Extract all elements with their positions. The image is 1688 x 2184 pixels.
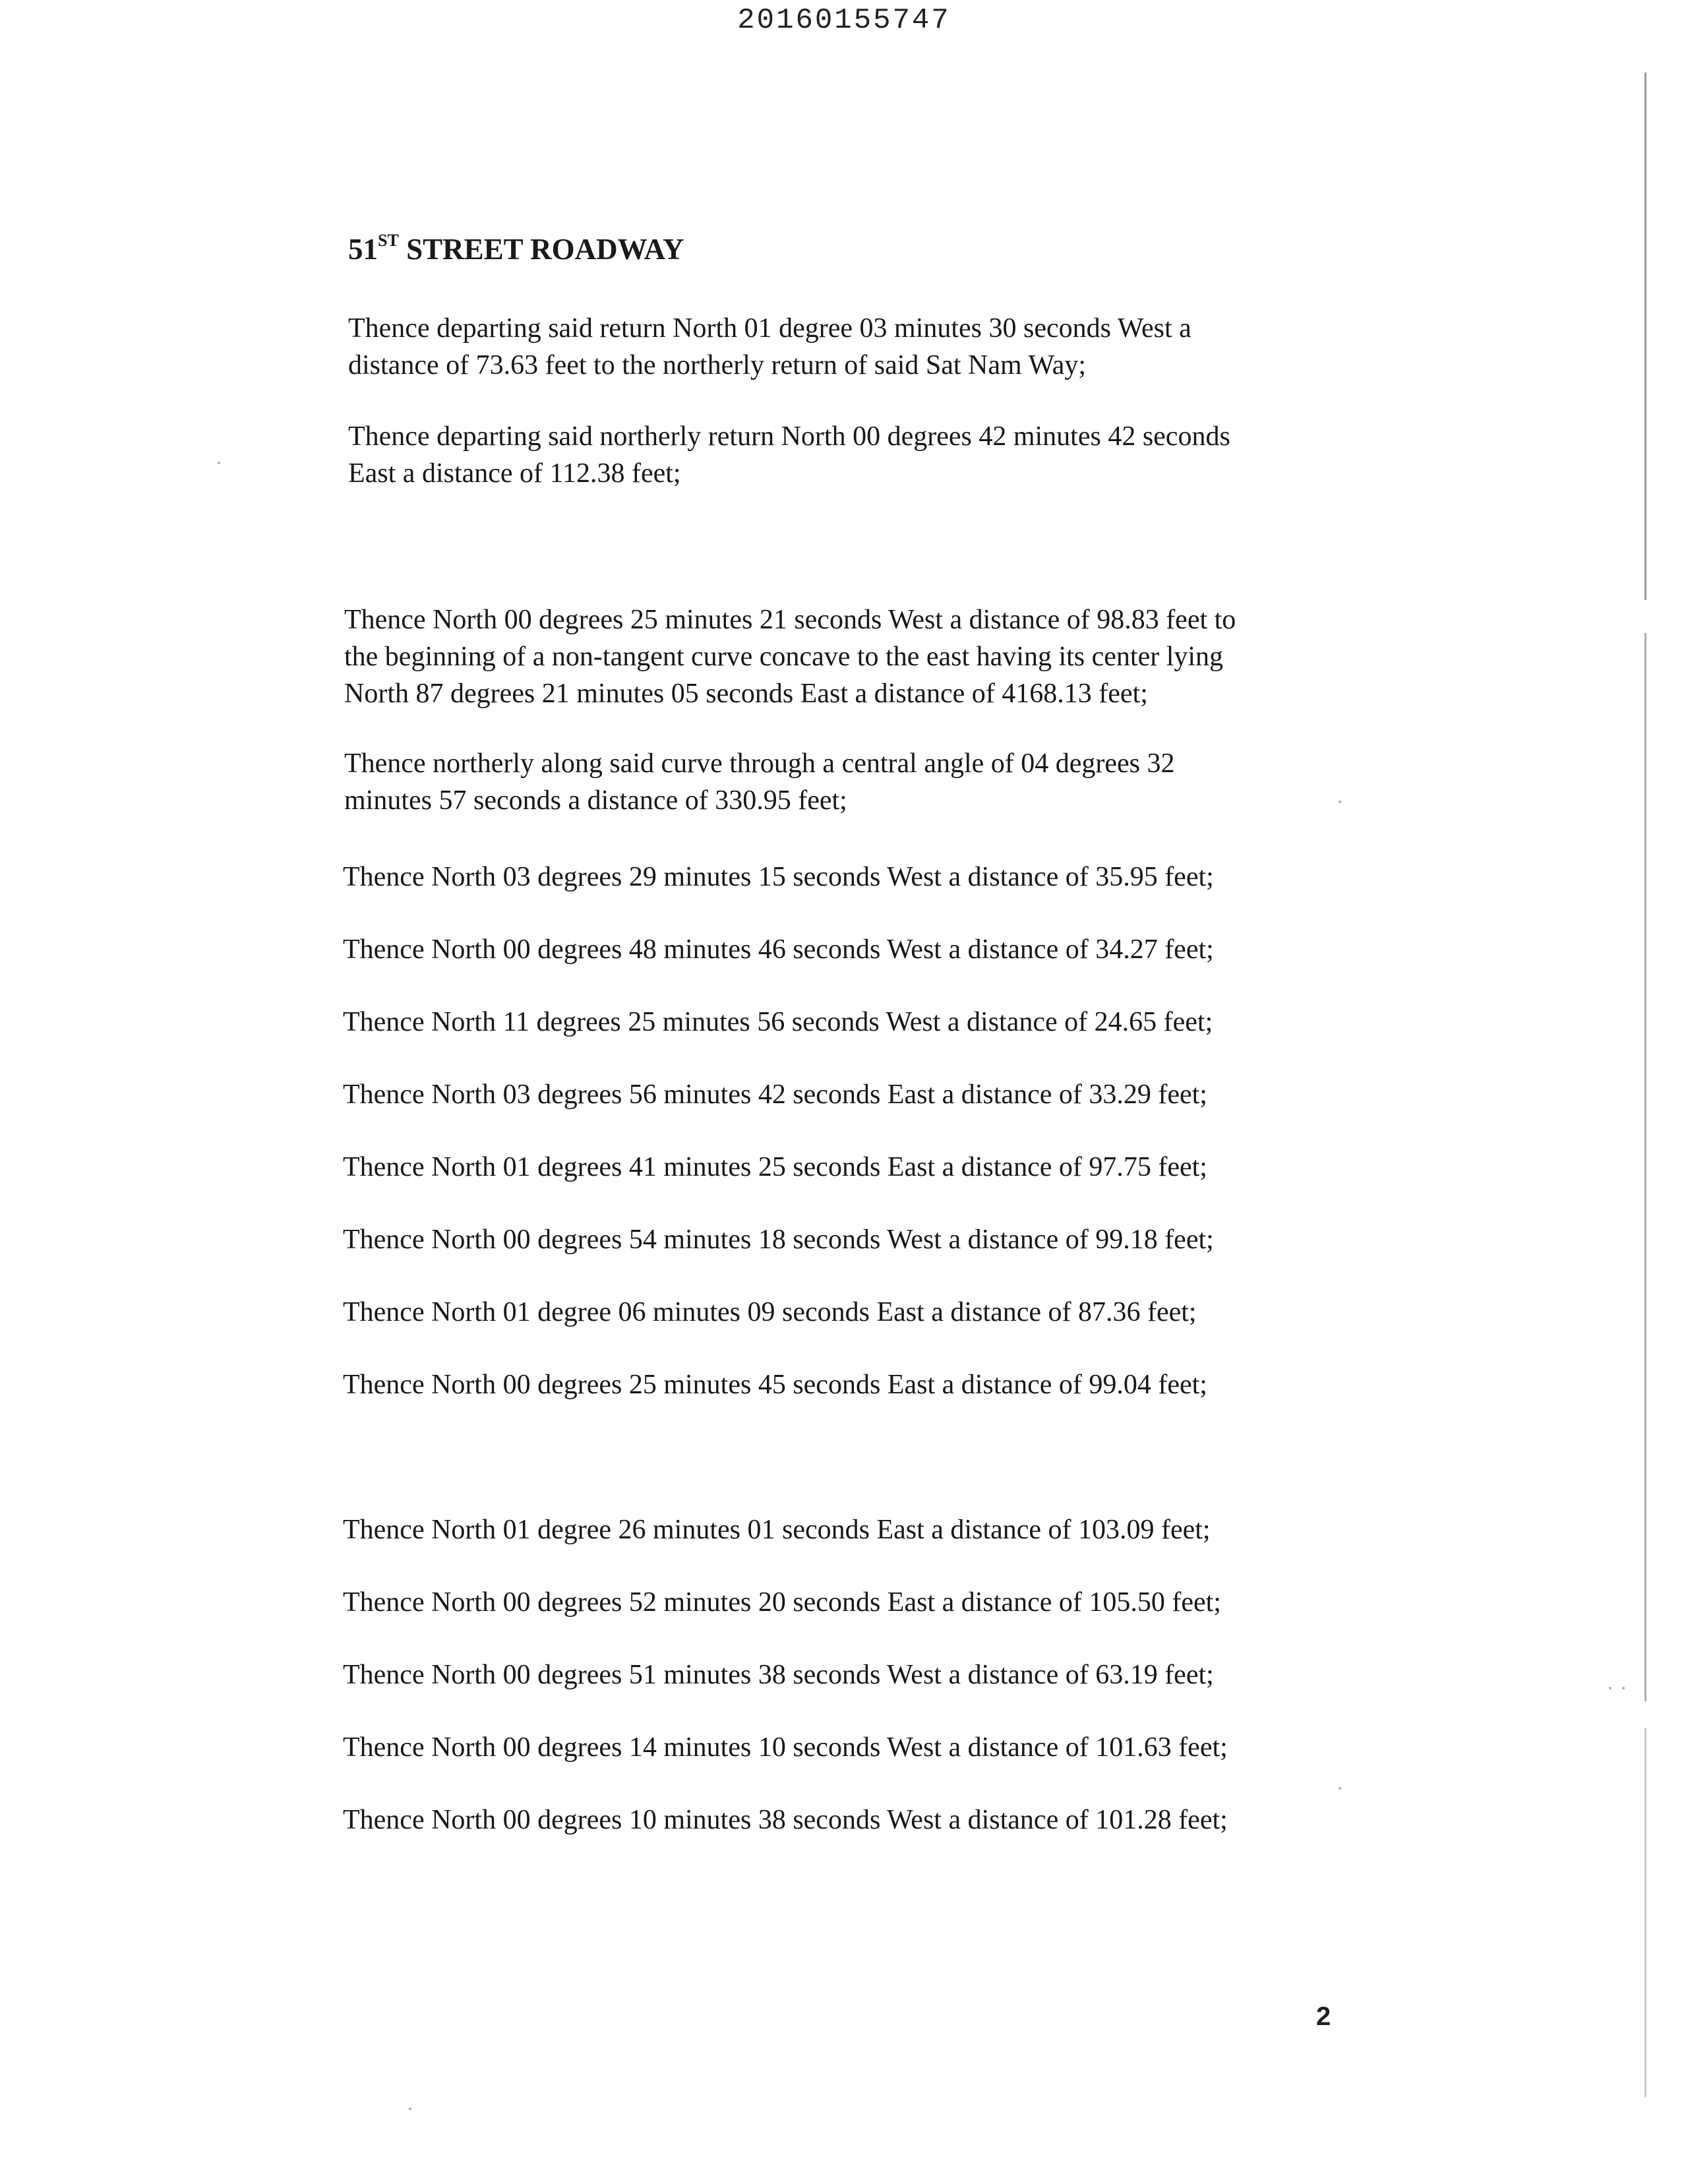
paragraph-line: Thence North 01 degrees 41 minutes 25 seconds East a distance of 97.75 feet; [343,1152,1207,1182]
paragraph-line: Thence North 00 degrees 48 minutes 46 seconds West a distance of 34.27 feet; [343,934,1214,965]
paragraph-line: distance of 73.63 feet to the northerly return of said Sat Nam Way; [348,350,1087,380]
paragraph-9 [343,1149,1207,1186]
paragraph-line: East a distance of 112.38 feet; [348,458,681,489]
paragraph-7 [343,1004,1213,1041]
paragraph-11 [343,1294,1197,1331]
paragraph-line: Thence North 03 degrees 29 minutes 15 seconds West a distance of 35.95 feet; [343,862,1214,892]
paragraph-line: minutes 57 seconds a distance of 330.95 feet; [344,785,847,816]
scan-speck [409,2108,411,2110]
paragraph-line: Thence North 11 degrees 25 minutes 56 seconds West a distance of 24.65 feet; [343,1007,1213,1037]
scan-edge-line [1644,73,1646,600]
scan-speck [1609,1687,1612,1689]
paragraph-12 [343,1366,1207,1403]
paragraph-line: Thence North 00 degrees 51 minutes 38 seconds West a distance of 63.19 feet; [343,1660,1214,1690]
paragraph-13 [343,1511,1211,1548]
paragraph-8 [343,1076,1207,1113]
scan-edge-line [1644,633,1646,1701]
paragraph-line: Thence North 03 degrees 56 minutes 42 seconds East a distance of 33.29 feet; [343,1079,1207,1110]
paragraph-line: Thence North 01 degree 06 minutes 09 seconds East a distance of 87.36 feet; [343,1297,1197,1327]
paragraph-16 [343,1729,1228,1766]
paragraph-1 [348,310,1191,384]
paragraph-line: the beginning of a non-tangent curve concave to the east having its center lying [344,642,1224,672]
paragraph-line: Thence northerly along said curve through a central angle of 04 degrees 32 [344,748,1175,779]
paragraph-line: Thence North 00 degrees 25 minutes 21 seconds West a distance of 98.83 feet to [344,605,1236,635]
paragraph-4 [344,745,1175,819]
scan-speck [218,462,220,464]
paragraph-line: Thence North 00 degrees 25 minutes 45 seconds East a distance of 99.04 feet; [343,1370,1207,1400]
paragraph-14 [343,1584,1221,1621]
heading-superscript: ST [378,231,399,250]
document-number: 20160155747 [737,4,951,37]
paragraph-15 [343,1656,1214,1693]
paragraph-line: Thence North 00 degrees 54 minutes 18 seconds West a distance of 99.18 feet; [343,1225,1214,1255]
paragraph-line: Thence North 00 degrees 10 minutes 38 seconds West a distance of 101.28 feet; [343,1805,1228,1835]
scan-edge-line [1644,1728,1646,2097]
scan-speck [1339,1787,1341,1790]
paragraph-line: Thence North 00 degrees 14 minutes 10 seconds West a distance of 101.63 feet; [343,1732,1228,1763]
paragraph-line: Thence departing said return North 01 degree 03 minutes 30 seconds West a [348,313,1191,344]
paragraph-line: Thence North 00 degrees 52 minutes 20 seconds East a distance of 105.50 feet; [343,1587,1221,1618]
paragraph-17 [343,1802,1228,1838]
paragraph-5 [343,859,1214,895]
paragraph-line: North 87 degrees 21 minutes 05 seconds East a distance of 4168.13 feet; [344,679,1148,709]
paragraph-10 [343,1221,1214,1258]
heading-prefix: 51 [348,233,378,266]
heading-suffix: STREET ROADWAY [398,233,684,266]
section-heading [348,232,684,266]
paragraph-line: Thence North 01 degree 26 minutes 01 seconds East a distance of 103.09 feet; [343,1515,1211,1545]
paragraph-line: Thence departing said northerly return North 00 degrees 42 minutes 42 seconds [348,421,1230,452]
paragraph-2 [348,418,1230,492]
paragraph-6 [343,931,1214,968]
paragraph-3 [344,601,1236,712]
page-number: 2 [1316,2002,1331,2031]
scan-speck [1339,801,1341,803]
scan-speck [1622,1687,1625,1689]
